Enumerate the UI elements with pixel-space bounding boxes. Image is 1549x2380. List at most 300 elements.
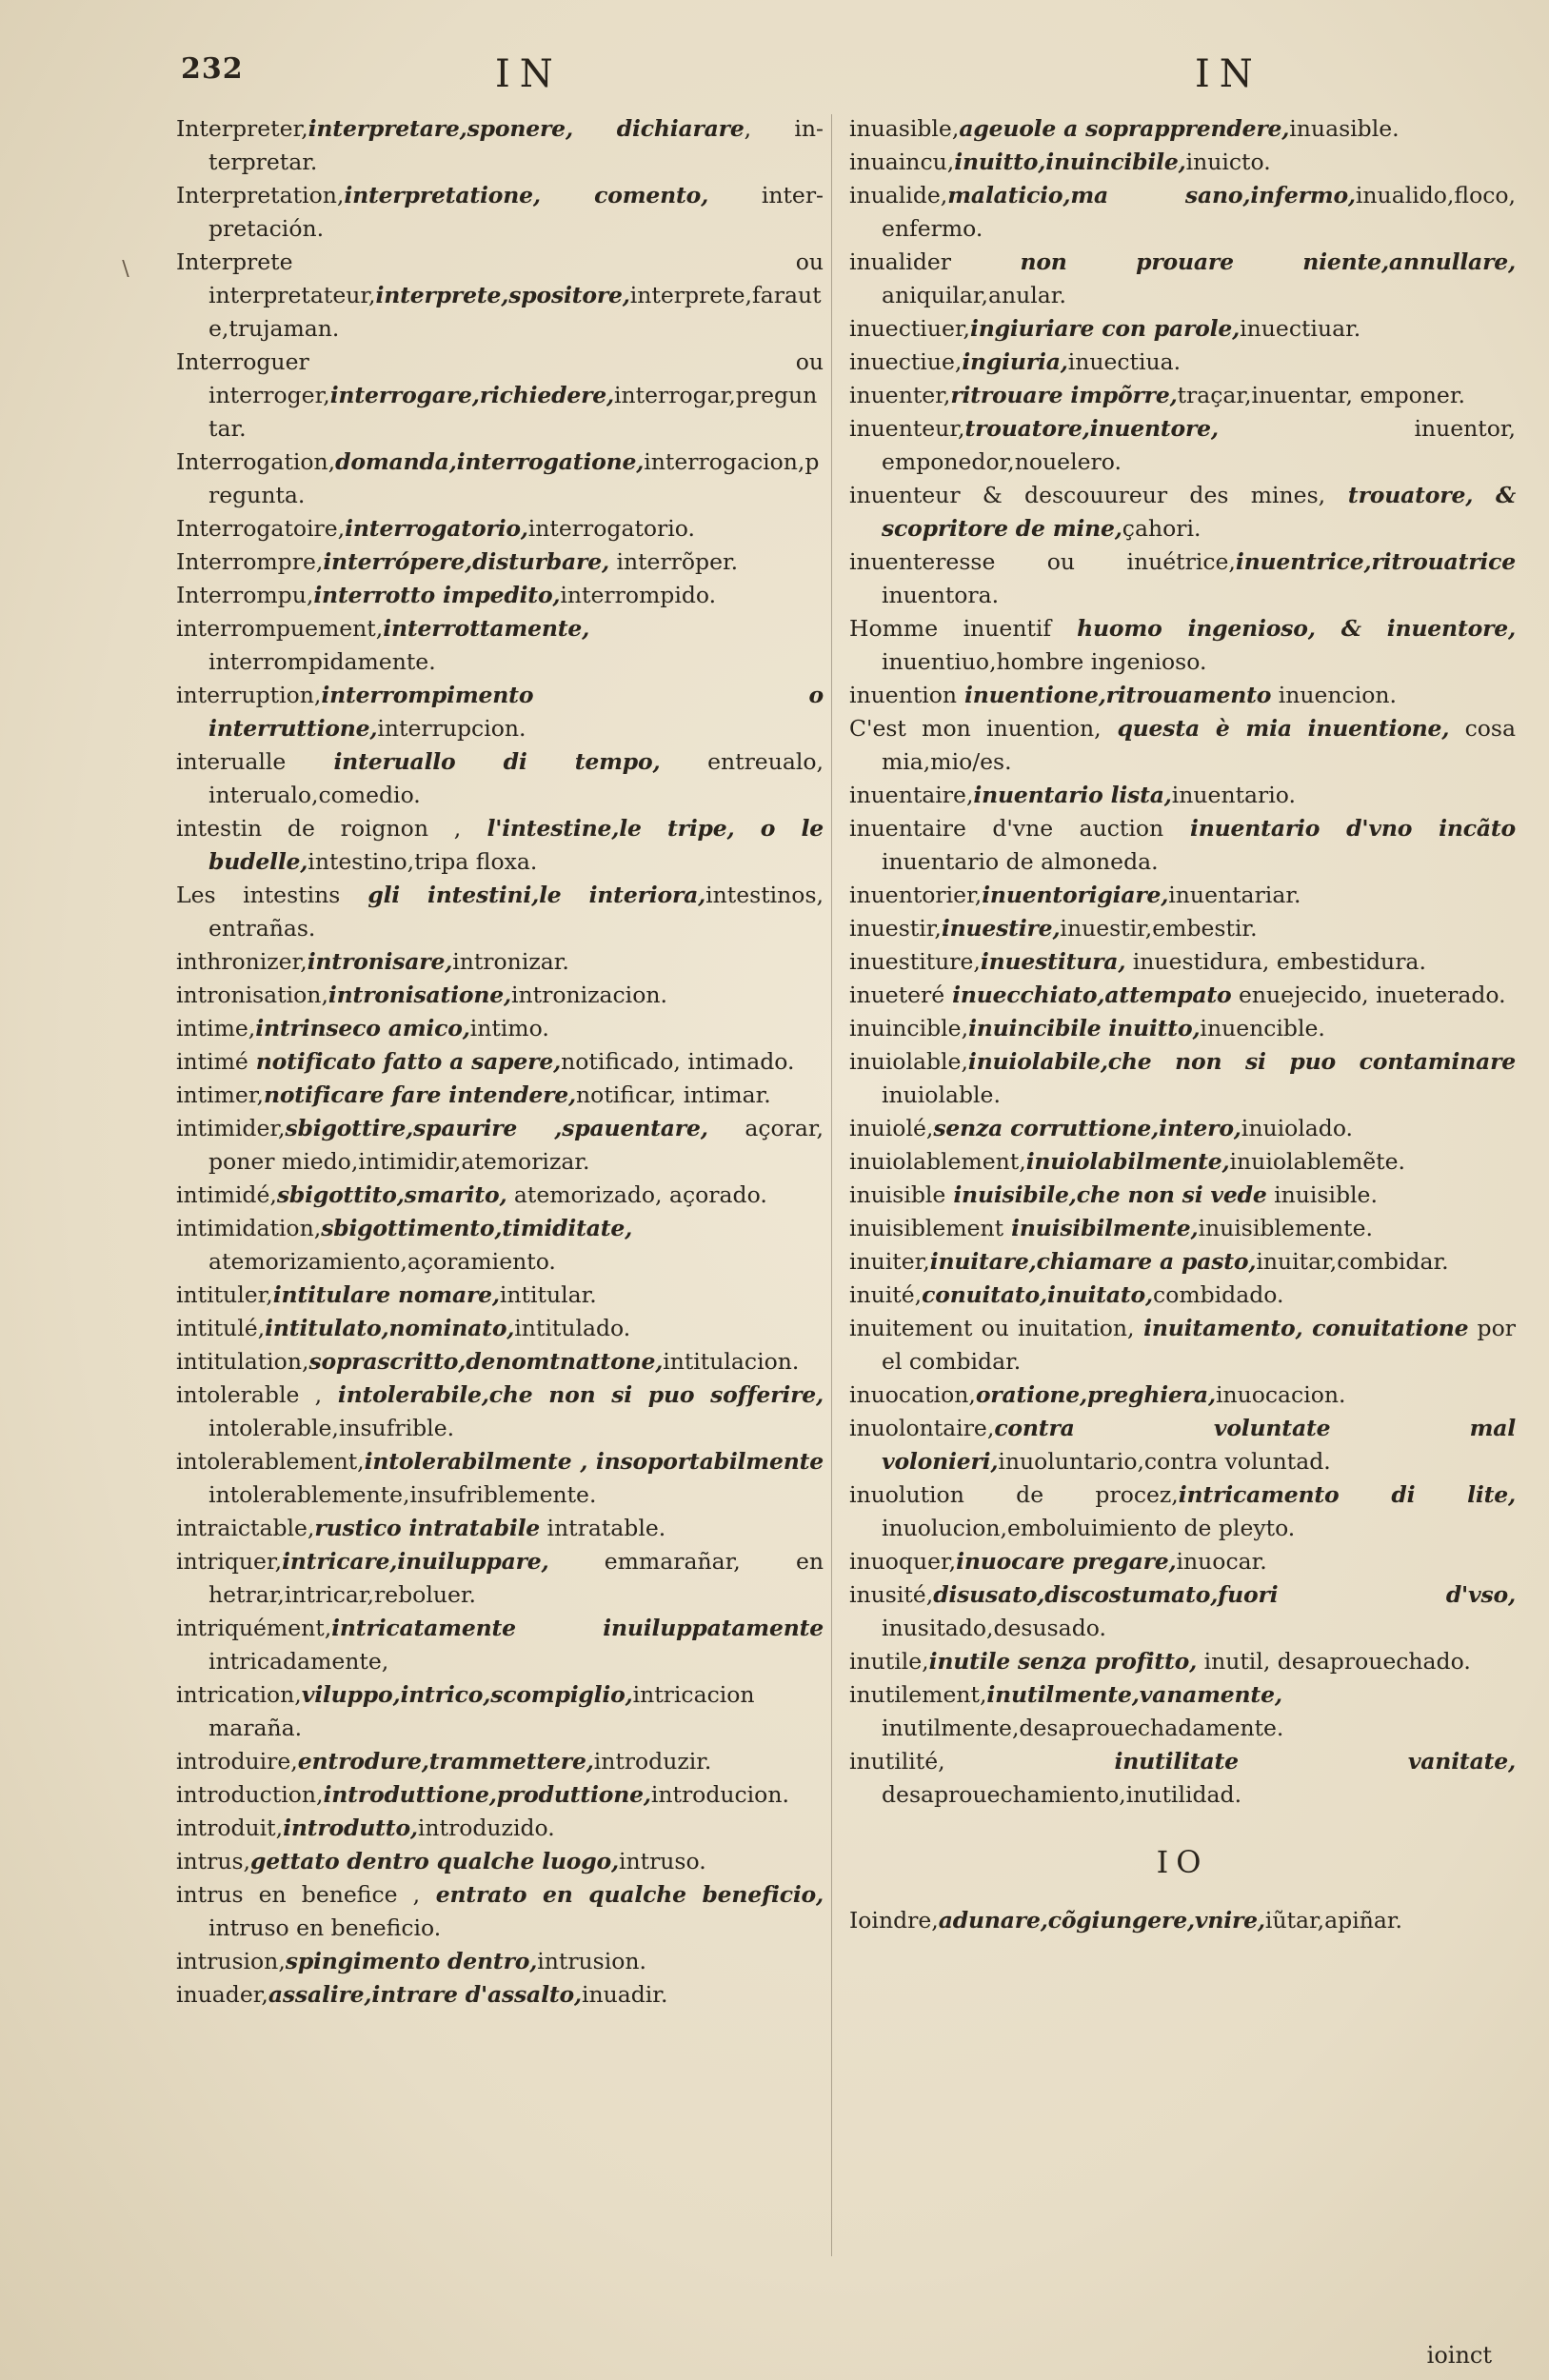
entry-spanish: intolerable,insufrible. (209, 1415, 455, 1441)
entry-french: intitulation, (176, 1348, 309, 1375)
dictionary-entry (176, 1012, 824, 1045)
right-entry-list (849, 112, 1516, 1812)
entry-french: inuisiblement (849, 1215, 1004, 1241)
entry-italian: intolerabilmente , insoportabilmente (364, 1448, 824, 1475)
entry-spanish: inuicto. (1185, 149, 1271, 175)
entry-italian: domanda,interrogatione, (335, 448, 645, 475)
entry-italian: interrópere,disturbare, (323, 548, 609, 575)
entry-french: inusité, (849, 1581, 934, 1608)
entry-italian: ingiuria, (962, 348, 1068, 375)
entry-spanish: intestinos, entrañas. (209, 882, 824, 942)
entry-spanish: inuentario. (1171, 782, 1297, 808)
entry-french: Les intestins (176, 882, 341, 908)
entry-french: intrus, (176, 1848, 250, 1874)
entry-french: inthronizer, (176, 948, 308, 975)
entry-spanish: inuadir. (581, 1981, 668, 2008)
dictionary-entry (849, 479, 1516, 545)
entry-italian: inutilmente,vanamente, (986, 1681, 1282, 1708)
entry-french: inuention (849, 682, 958, 708)
entry-spanish: notificar, intimar. (576, 1081, 771, 1108)
entry-italian: intronisare, (307, 948, 453, 975)
dictionary-entry (849, 1179, 1516, 1212)
entry-french: inutile, (849, 1648, 929, 1675)
entry-spanish: intronizar. (452, 948, 569, 975)
entry-spanish: interrompidamente. (209, 648, 436, 675)
entry-spanish: inuencion. (1271, 682, 1397, 708)
dictionary-entry (849, 945, 1516, 979)
entry-spanish: açorar, poner miedo,intimidir,atemorizar. (209, 1115, 824, 1175)
dictionary-entry (176, 446, 824, 512)
entry-spanish: interrogar,preguntar. (209, 382, 818, 442)
entry-spanish: atemorizado, açorado. (506, 1181, 767, 1208)
entry-french: Interrogation, (176, 448, 336, 475)
entry-spanish: desaprouechamiento,inutilidad. (882, 1781, 1242, 1808)
dictionary-entry (176, 512, 824, 545)
entry-italian: introdutto, (283, 1815, 418, 1841)
entry-italian: inuitare,chiamare a pasto, (929, 1248, 1257, 1275)
entry-spanish: inuectiuar. (1240, 315, 1361, 342)
entry-french: inuisible (849, 1181, 946, 1208)
entry-spanish: introducion. (650, 1781, 789, 1808)
entry-italian: inutile senza profitto, (928, 1648, 1198, 1675)
entry-french: intrication, (176, 1681, 302, 1708)
entry-spanish: inuentor, emponedor,nouelero. (882, 415, 1516, 475)
entry-french: Interpreter, (176, 115, 308, 142)
entry-spanish: intruso. (618, 1848, 706, 1874)
dictionary-entry (849, 379, 1516, 412)
dictionary-entry (849, 1245, 1516, 1279)
dictionary-entry (849, 1145, 1516, 1179)
entry-french: intriquer, (176, 1548, 283, 1575)
entry-french: intrusion, (176, 1948, 286, 1974)
entry-italian: inuestire, (941, 915, 1061, 942)
entry-french: inuiolé, (849, 1115, 934, 1141)
entry-spanish: inuolucion,emboluimiento de pleyto. (882, 1515, 1296, 1541)
dictionary-entry (849, 879, 1516, 912)
entry-french: Ioindre, (849, 1907, 939, 1934)
dictionary-entry (176, 1545, 824, 1612)
dictionary-entry (176, 979, 824, 1012)
entry-spanish: traçar,inuentar, emponer. (1177, 382, 1465, 408)
dictionary-entry (176, 612, 824, 679)
entry-italian: gli intestini,le interiora, (340, 882, 706, 908)
dictionary-entry (176, 1612, 824, 1678)
entry-spanish: intruso en beneficio. (209, 1914, 442, 1941)
dictionary-entry (176, 1112, 824, 1179)
entry-spanish: inuentora. (882, 582, 1000, 608)
entry-french: inueteré (849, 982, 945, 1008)
entry-italian: inuentorigiare, (982, 882, 1169, 908)
entry-italian: contra voluntate mal volonieri, (882, 1415, 1516, 1475)
dictionary-entry (176, 879, 824, 945)
entry-spanish: inter-pretación. (209, 182, 824, 242)
entry-french: inutilement, (849, 1681, 987, 1708)
dictionary-entry (849, 1904, 1516, 1937)
entry-french: intitulé, (176, 1315, 266, 1341)
entry-spanish: por el combidar. (882, 1315, 1516, 1375)
entry-spanish: inuestir,embestir. (1060, 915, 1258, 942)
entry-french: inuentorier, (849, 882, 983, 908)
entry-french: inuenteur & descouureur des mines, (849, 482, 1326, 508)
entry-italian: intricatamente inuiluppatamente (331, 1615, 824, 1641)
dictionary-entry (849, 112, 1516, 146)
entry-spanish: notificado, intimado. (561, 1048, 795, 1075)
entry-french: inuenteresse ou inuétrice, (849, 548, 1236, 575)
entry-french: inuestir, (849, 915, 942, 942)
dictionary-entry (176, 1812, 824, 1845)
dictionary-entry (176, 1778, 824, 1812)
entry-italian: sbigottire,spaurire ,spauentare, (285, 1115, 708, 1141)
entry-italian: ingiuriare con parole, (969, 315, 1241, 342)
dictionary-entry (176, 1878, 824, 1945)
entry-french: inuiolable, (849, 1048, 968, 1075)
dictionary-entry (849, 1745, 1516, 1812)
entry-french: introduction, (176, 1781, 324, 1808)
entry-french: Interrogatoire, (176, 515, 346, 542)
entry-french: intriquément, (176, 1615, 332, 1641)
entry-spanish: inuiolable. (882, 1081, 1001, 1108)
page-number: 232 (181, 52, 244, 86)
dictionary-entry (176, 745, 824, 812)
entry-spanish: emmarañar, en hetrar,intricar,reboluer. (209, 1548, 824, 1608)
dictionary-entry (849, 545, 1516, 612)
entry-spanish: cosa mia,mio/es. (882, 715, 1516, 775)
left-column (176, 112, 824, 2012)
dictionary-entry (849, 712, 1516, 779)
entry-italian: introduttione,produttione, (323, 1781, 651, 1808)
dictionary-entry (849, 1112, 1516, 1145)
entry-italian: intolerabile,che non si puo sofferire, (322, 1381, 824, 1408)
entry-italian: gettato dentro qualche luogo, (250, 1848, 619, 1874)
entry-italian: viluppo,intrico,scompiglio, (301, 1681, 633, 1708)
entry-italian: inuisibile,che non si vede (945, 1181, 1267, 1208)
entry-italian: ageuole a soprapprendere, (959, 115, 1290, 142)
entry-spanish: interrõper. (608, 548, 739, 575)
entry-italian: senza corruttione,intero, (933, 1115, 1241, 1141)
entry-spanish: inusitado,desusado. (882, 1615, 1106, 1641)
entry-italian: intricamento di lite, (1178, 1481, 1516, 1508)
dictionary-entry (849, 1012, 1516, 1045)
entry-italian: l'intestine,le tripe, o le budelle, (209, 815, 824, 875)
entry-italian: entrato en qualche beneficio, (420, 1881, 824, 1908)
entry-french: intolerablement, (176, 1448, 365, 1475)
dictionary-entry (849, 1545, 1516, 1578)
entry-spanish: inuocacion. (1215, 1381, 1346, 1408)
entry-spanish: intimo. (469, 1015, 549, 1041)
dictionary-entry (176, 1079, 824, 1112)
dictionary-entry (849, 179, 1516, 246)
entry-italian: intitulato,nominato, (265, 1315, 515, 1341)
dictionary-entry (176, 945, 824, 979)
dictionary-entry (176, 812, 824, 879)
entry-french: inuestiture, (849, 948, 981, 975)
entry-french: inualider (849, 248, 952, 275)
entry-spanish: inuectiua. (1067, 348, 1182, 375)
entry-french: inuectiuer, (849, 315, 970, 342)
entry-french: Interprete ou interpretateur, (176, 248, 824, 308)
dictionary-entry (176, 1945, 824, 1978)
entry-spanish: intratable. (540, 1515, 666, 1541)
entry-french: intestin de roignon , (176, 815, 462, 842)
column-divider (831, 114, 832, 2256)
entry-spanish: inuasible. (1289, 115, 1400, 142)
dictionary-entry (176, 179, 824, 246)
entry-spanish: inualido,floco, enfermo. (882, 182, 1516, 242)
entry-spanish: intronizacion. (511, 982, 667, 1008)
dictionary-entry (176, 1978, 824, 2012)
entry-spanish: inuentariar. (1168, 882, 1301, 908)
entry-french: C'est mon inuention, (849, 715, 1102, 742)
entry-spanish: inuocar. (1176, 1548, 1267, 1575)
dictionary-entry (849, 1279, 1516, 1312)
entry-italian: interrotto impedito, (313, 582, 561, 608)
entry-italian: huomo ingenioso, & inuentore, (1051, 615, 1516, 642)
entry-italian: adunare,cõgiungere,vnire, (938, 1907, 1265, 1934)
entry-italian: inuitto,inuincibile, (954, 149, 1186, 175)
entry-spanish: inutil, desaprouechado. (1197, 1648, 1471, 1675)
entry-french: inuoquer, (849, 1548, 957, 1575)
running-header-left: IN (495, 52, 563, 96)
entry-spanish: inuiolado. (1241, 1115, 1354, 1141)
entry-italian: interrottamente, (383, 615, 590, 642)
entry-spanish: atemorizamiento,açoramiento. (209, 1248, 556, 1275)
entry-italian: interrompimento o interruttione, (209, 682, 824, 742)
entry-french: inuolution de procez, (849, 1481, 1179, 1508)
dictionary-entry (849, 1478, 1516, 1545)
entry-french: Interrompu, (176, 582, 314, 608)
entry-spanish: inuentiuo,hombre ingenioso. (882, 648, 1207, 675)
dictionary-entry (849, 1212, 1516, 1245)
dictionary-entry (176, 1045, 824, 1079)
entry-french: interruption, (176, 682, 322, 708)
entry-french: inuiter, (849, 1248, 930, 1275)
entry-italian: assalire,intrare d'assalto, (268, 1981, 582, 2008)
entry-spanish: inuencible. (1200, 1015, 1325, 1041)
entry-spanish: introduzir. (593, 1748, 712, 1775)
entry-french: inuincible, (849, 1015, 969, 1041)
entry-french: inuité, (849, 1281, 923, 1308)
entry-french: interualle (176, 748, 287, 775)
dictionary-entry (176, 112, 824, 179)
entry-italian: trouatore, & scopritore de mine, (882, 482, 1516, 542)
dictionary-entry (849, 812, 1516, 879)
entry-italian: sbigottito,smarito, (276, 1181, 507, 1208)
dictionary-entry (176, 1512, 824, 1545)
entry-spanish: entreualo, interualo,comedio. (209, 748, 824, 808)
dictionary-entry (176, 246, 824, 346)
entry-italian: inuincibile inuitto, (968, 1015, 1201, 1041)
entry-spanish: inuoluntario,contra voluntad. (998, 1448, 1331, 1475)
dictionary-entry (849, 1312, 1516, 1378)
entry-french: intimidé, (176, 1181, 277, 1208)
entry-french: inuectiue, (849, 348, 963, 375)
section-entry-list (849, 1904, 1516, 1937)
entry-italian: oratione,preghiera, (975, 1381, 1216, 1408)
entry-french: intime, (176, 1015, 256, 1041)
dictionary-entry (849, 1045, 1516, 1112)
entry-italian: intitulare nomare, (272, 1281, 500, 1308)
entry-french: inuentaire, (849, 782, 974, 808)
dictionary-entry (176, 1179, 824, 1212)
running-header-right: IN (1195, 52, 1262, 96)
entry-italian: inuocare pregare, (956, 1548, 1177, 1575)
entry-italian: ritrouare impõrre, (950, 382, 1178, 408)
dictionary-entry (849, 912, 1516, 945)
dictionary-entry (849, 246, 1516, 312)
entry-spanish: inuentario de almoneda. (882, 848, 1159, 875)
entry-french: Interroguer ou interroger, (176, 348, 824, 408)
entry-italian: inuestitura, (980, 948, 1126, 975)
entry-french: inutilité, (849, 1748, 945, 1775)
dictionary-entry (849, 779, 1516, 812)
entry-italian: interpretare,sponere, dichiarare (308, 115, 745, 142)
dictionary-entry (176, 1845, 824, 1878)
dictionary-entry (849, 146, 1516, 179)
entry-italian: questa è mia inuentione, (1101, 715, 1450, 742)
entry-french: intituler, (176, 1281, 273, 1308)
dictionary-entry (849, 1645, 1516, 1678)
entry-spanish: introduzido. (417, 1815, 555, 1841)
dictionary-entry (849, 1412, 1516, 1478)
dictionary-entry (176, 346, 824, 446)
entry-italian: inuentrice,ritrouatrice (1235, 548, 1516, 575)
entry-spanish: aniquilar,anular. (882, 282, 1066, 308)
entry-italian: interrogare,richiedere, (329, 382, 615, 408)
entry-spanish: intitulado. (514, 1315, 631, 1341)
entry-italian: soprascritto,denomtnattone, (308, 1348, 664, 1375)
entry-french: inuader, (176, 1981, 268, 2008)
entry-spanish: , in-terpretar. (209, 115, 824, 175)
entry-spanish: intricacion maraña. (209, 1681, 755, 1741)
dictionary-entry (849, 1378, 1516, 1412)
entry-spanish: inuiolablemẽte. (1229, 1148, 1405, 1175)
dictionary-entry (176, 1678, 824, 1745)
entry-italian: inuentario lista, (973, 782, 1172, 808)
entry-spanish: interrogatorio. (527, 515, 695, 542)
entry-french: Interrompre, (176, 548, 324, 575)
entry-italian: disusato,discostumato,fuori d'vso, (933, 1581, 1516, 1608)
entry-spanish: intestino,tripa floxa. (308, 848, 538, 875)
entry-italian: interpretatione, comento, (344, 182, 709, 208)
entry-spanish: inuisible. (1266, 1181, 1378, 1208)
section-heading: IO (1156, 1844, 1209, 1880)
dictionary-entry (176, 1212, 824, 1279)
entry-french: intimé (176, 1048, 248, 1075)
dictionary-entry (849, 312, 1516, 346)
entry-spanish: inutilmente,desaprouechadamente. (882, 1715, 1284, 1741)
entry-spanish: iũtar,apiñar. (1264, 1907, 1402, 1934)
entry-spanish: intrusion. (537, 1948, 647, 1974)
entry-spanish: enuejecido, inueterado. (1231, 982, 1506, 1008)
entry-spanish: interrogacion,pregunta. (209, 448, 820, 508)
entry-french: inuaincu, (849, 149, 955, 175)
entry-french: Homme inuentif (849, 615, 1052, 642)
dictionary-entry (176, 545, 824, 579)
entry-french: inuolontaire, (849, 1415, 995, 1441)
entry-italian: rustico intratabile (314, 1515, 541, 1541)
entry-french: intimer, (176, 1081, 264, 1108)
entry-italian: interrogatorio, (345, 515, 528, 542)
entry-spanish: çahori. (1122, 515, 1201, 542)
dictionary-entry (176, 1745, 824, 1778)
entry-french: intimidation, (176, 1215, 322, 1241)
dictionary-entry (849, 1578, 1516, 1645)
entry-italian: entrodure,trammettere, (297, 1748, 594, 1775)
entry-french: inuiolablement, (849, 1148, 1026, 1175)
dictionary-entry (849, 1678, 1516, 1745)
entry-italian: malaticio,ma sano,infermo, (947, 182, 1356, 208)
entry-italian: intronisatione, (328, 982, 511, 1008)
right-column (849, 112, 1516, 1937)
entry-italian: conuitato,inuitato, (922, 1281, 1154, 1308)
dictionary-entry (176, 1312, 824, 1345)
entry-french: intraictable, (176, 1515, 315, 1541)
entry-spanish: inuisiblemente. (1198, 1215, 1373, 1241)
margin-mark: ∖ (118, 258, 132, 282)
entry-french: inuenteur, (849, 415, 965, 442)
entry-french: inuentaire d'vne auction (849, 815, 1164, 842)
entry-italian: inuecchiato,attempato (944, 982, 1232, 1008)
entry-french: introduit, (176, 1815, 284, 1841)
entry-italian: inuentione,ritrouamento (957, 682, 1272, 708)
dictionary-entry (849, 346, 1516, 379)
dictionary-entry (849, 979, 1516, 1012)
entry-italian: inuiolabilmente, (1025, 1148, 1230, 1175)
entry-italian: inutilitate vanitate, (944, 1748, 1516, 1775)
dictionary-entry (849, 679, 1516, 712)
entry-spanish: intitular. (499, 1281, 597, 1308)
catchword: ioinct (1426, 2342, 1492, 2369)
entry-italian: inuisibilmente, (1003, 1215, 1199, 1241)
entry-italian: trouatore,inuentore, (964, 415, 1219, 442)
entry-french: inuenter, (849, 382, 951, 408)
entry-spanish: intolerablemente,insufriblemente. (209, 1481, 597, 1508)
entry-spanish: combidado. (1153, 1281, 1284, 1308)
entry-italian: spingimento dentro, (285, 1948, 538, 1974)
entry-italian: inuitamento, conuitatione (1134, 1315, 1469, 1341)
entry-french: inuocation, (849, 1381, 976, 1408)
entry-french: inualide, (849, 182, 948, 208)
entry-french: interrompuement, (176, 615, 384, 642)
entry-italian: inuentario d'vno incãto (1163, 815, 1516, 842)
entry-spanish: intricadamente, (209, 1648, 389, 1675)
entry-french: intimider, (176, 1115, 286, 1141)
entry-spanish: inuestidura, embestidura. (1125, 948, 1426, 975)
dictionary-entry (176, 1378, 824, 1445)
entry-spanish: interrupcion. (377, 715, 526, 742)
dictionary-entry (176, 1279, 824, 1312)
entry-french: introduire, (176, 1748, 298, 1775)
entry-italian: intrinseco amico, (255, 1015, 470, 1041)
dictionary-entry (176, 579, 824, 612)
entry-spanish: interprete,faraute,trujaman. (209, 282, 822, 342)
dictionary-entry (849, 612, 1516, 679)
dictionary-entry (849, 412, 1516, 479)
entry-french: intronisation, (176, 982, 328, 1008)
entry-italian: inuiolabile,che non si puo contaminare (967, 1048, 1516, 1075)
entry-french: inuasible, (849, 115, 960, 142)
entry-italian: non prouare niente,annullare, (951, 248, 1516, 275)
entry-italian: interuallo di tempo, (286, 748, 661, 775)
entry-italian: sbigottimento,timiditate, (321, 1215, 633, 1241)
dictionary-entry (176, 679, 824, 745)
entry-italian: intricare,inuiluppare, (282, 1548, 549, 1575)
dictionary-entry (176, 1345, 824, 1378)
entry-french: inuitement ou inuitation, (849, 1315, 1135, 1341)
entry-spanish: interrompido. (560, 582, 717, 608)
entry-french: intrus en benefice , (176, 1881, 421, 1908)
entry-italian: notificare fare intendere, (263, 1081, 577, 1108)
